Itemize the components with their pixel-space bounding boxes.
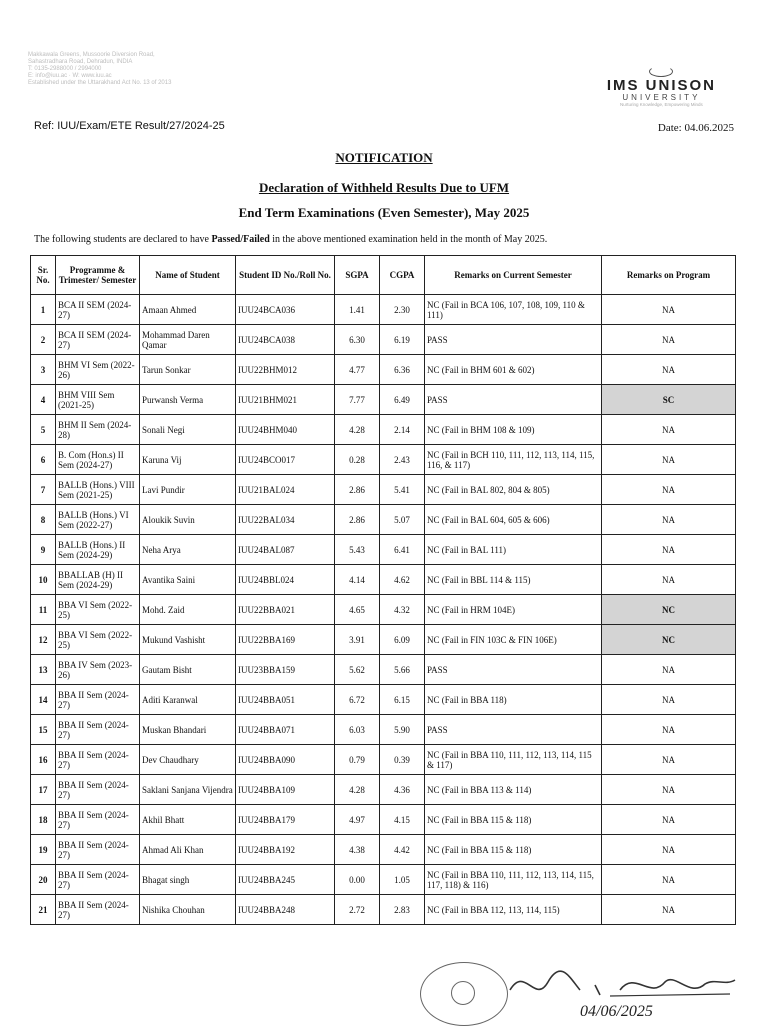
- cgpa-cell: 6.15: [380, 685, 425, 715]
- logo-tagline: Nurturing Knowledge, Empowering Minds: [620, 102, 703, 107]
- sr-number: 14: [31, 685, 56, 715]
- programme-cell: BALLB (Hons.) VIII Sem (2021-25): [56, 475, 140, 505]
- program-remarks-cell: NA: [602, 775, 736, 805]
- programme-cell: BBA II Sem (2024-27): [56, 895, 140, 925]
- table-header-row: [31, 256, 736, 295]
- programme-cell: BHM II Sem (2024-28): [56, 415, 140, 445]
- sr-number: 18: [31, 805, 56, 835]
- sr-number: 2: [31, 325, 56, 355]
- student-id-cell: IUU24BBA248: [236, 895, 335, 925]
- program-remarks-cell: NA: [602, 715, 736, 745]
- student-id-cell: IUU24BBA245: [236, 865, 335, 895]
- table-row: [31, 325, 736, 355]
- program-remarks-cell: NA: [602, 565, 736, 595]
- cgpa-cell: 4.32: [380, 595, 425, 625]
- column-header: CGPA: [380, 256, 425, 295]
- sr-number: 5: [31, 415, 56, 445]
- student-name-cell: Aloukik Suvin: [140, 505, 236, 535]
- cgpa-cell: 4.15: [380, 805, 425, 835]
- current-remarks-cell: NC (Fail in BHM 108 & 109): [425, 415, 602, 445]
- subtitle: Declaration of Withheld Results Due to UFM: [258, 180, 510, 195]
- student-id-cell: IUU24BCA038: [236, 325, 335, 355]
- programme-cell: BBA II Sem (2024-27): [56, 835, 140, 865]
- program-remarks-cell: NA: [602, 745, 736, 775]
- table-row: [31, 625, 736, 655]
- program-remarks-cell: NA: [602, 415, 736, 445]
- sgpa-cell: 4.77: [335, 355, 380, 385]
- table-row: [31, 835, 736, 865]
- student-name-cell: Purwansh Verma: [140, 385, 236, 415]
- cgpa-cell: 4.62: [380, 565, 425, 595]
- programme-cell: BALLB (Hons.) VI Sem (2022-27): [56, 505, 140, 535]
- sr-number: 8: [31, 505, 56, 535]
- sgpa-cell: 0.79: [335, 745, 380, 775]
- sr-number: 21: [31, 895, 56, 925]
- exam-title: End Term Examinations (Even Semester), May 2025: [238, 205, 530, 220]
- student-name-cell: Aditi Karanwal: [140, 685, 236, 715]
- cgpa-cell: 1.05: [380, 865, 425, 895]
- seal-emblem-icon: [451, 981, 475, 1005]
- logo-mark-icon: [649, 66, 673, 77]
- program-remarks-cell: NA: [602, 295, 736, 325]
- sgpa-cell: 4.38: [335, 835, 380, 865]
- cgpa-cell: 2.14: [380, 415, 425, 445]
- programme-cell: BBA II Sem (2024-27): [56, 745, 140, 775]
- student-name-cell: Akhil Bhatt: [140, 805, 236, 835]
- student-name-cell: Tarun Sonkar: [140, 355, 236, 385]
- table-row: [31, 415, 736, 445]
- cgpa-cell: 5.90: [380, 715, 425, 745]
- table-body: [31, 295, 736, 925]
- table-row: [31, 895, 736, 925]
- cgpa-cell: 2.83: [380, 895, 425, 925]
- page-title: NOTIFICATION: [335, 150, 433, 165]
- current-remarks-cell: NC (Fail in BCH 110, 111, 112, 113, 114, 115, 116, & 117): [425, 445, 602, 475]
- program-remarks-cell: NA: [602, 505, 736, 535]
- results-table: [30, 255, 736, 925]
- current-remarks-cell: NC (Fail in BBL 114 & 115): [425, 565, 602, 595]
- logo-name: IMS UNISON: [606, 77, 716, 94]
- program-remarks-cell: NC: [602, 595, 736, 625]
- sgpa-cell: 4.65: [335, 595, 380, 625]
- cgpa-cell: 4.42: [380, 835, 425, 865]
- student-id-cell: IUU24BAL087: [236, 535, 335, 565]
- reference-number: Ref: IUU/Exam/ETE Result/27/2024-25: [34, 120, 225, 132]
- sr-number: 7: [31, 475, 56, 505]
- cgpa-cell: 4.36: [380, 775, 425, 805]
- sr-number: 19: [31, 835, 56, 865]
- student-id-cell: IUU21BHM021: [236, 385, 335, 415]
- sr-number: 10: [31, 565, 56, 595]
- intro-before: The following students are declared to have: [34, 234, 212, 245]
- cgpa-cell: 6.09: [380, 625, 425, 655]
- sgpa-cell: 3.91: [335, 625, 380, 655]
- program-remarks-cell: NA: [602, 895, 736, 925]
- student-name-cell: Muskan Bhandari: [140, 715, 236, 745]
- sgpa-cell: 2.72: [335, 895, 380, 925]
- current-remarks-cell: NC (Fail in BBA 115 & 118): [425, 805, 602, 835]
- table-row: [31, 715, 736, 745]
- cgpa-cell: 5.66: [380, 655, 425, 685]
- sr-number: 12: [31, 625, 56, 655]
- table-row: [31, 595, 736, 625]
- table-row: [31, 805, 736, 835]
- current-remarks-cell: NC (Fail in BCA 106, 107, 108, 109, 110 & 111): [425, 295, 602, 325]
- current-remarks-cell: PASS: [425, 715, 602, 745]
- student-name-cell: Saklani Sanjana Vijendra: [140, 775, 236, 805]
- student-name-cell: Mohammad Daren Qamar: [140, 325, 236, 355]
- student-id-cell: IUU24BBA192: [236, 835, 335, 865]
- programme-cell: BBA VI Sem (2022-25): [56, 625, 140, 655]
- sgpa-cell: 6.72: [335, 685, 380, 715]
- programme-cell: BBA VI Sem (2022-25): [56, 595, 140, 625]
- student-id-cell: IUU24BBA051: [236, 685, 335, 715]
- table-row: [31, 775, 736, 805]
- student-id-cell: IUU24BBL024: [236, 565, 335, 595]
- programme-cell: BBALLAB (H) II Sem (2024-29): [56, 565, 140, 595]
- cgpa-cell: 5.41: [380, 475, 425, 505]
- current-remarks-cell: PASS: [425, 655, 602, 685]
- programme-cell: BBA II Sem (2024-27): [56, 715, 140, 745]
- current-remarks-cell: NC (Fail in BBA 110, 111, 112, 113, 114, 115 & 117): [425, 745, 602, 775]
- sr-number: 20: [31, 865, 56, 895]
- programme-cell: BBA II Sem (2024-27): [56, 775, 140, 805]
- student-name-cell: Neha Arya: [140, 535, 236, 565]
- signature: [500, 960, 740, 1020]
- current-remarks-cell: NC (Fail in BBA 115 & 118): [425, 835, 602, 865]
- cgpa-cell: 6.36: [380, 355, 425, 385]
- sr-number: 9: [31, 535, 56, 565]
- official-seal: [420, 962, 508, 1026]
- table-row: [31, 865, 736, 895]
- program-remarks-cell: SC: [602, 385, 736, 415]
- programme-cell: BALLB (Hons.) II Sem (2024-29): [56, 535, 140, 565]
- cgpa-cell: 2.43: [380, 445, 425, 475]
- program-remarks-cell: NA: [602, 865, 736, 895]
- student-name-cell: Amaan Ahmed: [140, 295, 236, 325]
- sgpa-cell: 6.03: [335, 715, 380, 745]
- table-row: [31, 565, 736, 595]
- sgpa-cell: 7.77: [335, 385, 380, 415]
- student-id-cell: IUU24BBA109: [236, 775, 335, 805]
- student-name-cell: Avantika Saini: [140, 565, 236, 595]
- student-name-cell: Lavi Pundir: [140, 475, 236, 505]
- current-remarks-cell: NC (Fail in BBA 110, 111, 112, 113, 114, 115, 117, 118) & 116): [425, 865, 602, 895]
- intro-after: in the above mentioned examination held in the month of May 2025.: [269, 234, 548, 245]
- cgpa-cell: 6.41: [380, 535, 425, 565]
- table-row: [31, 295, 736, 325]
- sr-number: 1: [31, 295, 56, 325]
- cgpa-cell: 5.07: [380, 505, 425, 535]
- table-row: [31, 745, 736, 775]
- student-id-cell: IUU22BBA169: [236, 625, 335, 655]
- program-remarks-cell: NC: [602, 625, 736, 655]
- program-remarks-cell: NA: [602, 325, 736, 355]
- student-id-cell: IUU24BBA090: [236, 745, 335, 775]
- address-line: Established under the Uttarakhand Act No. 13 of 2013: [28, 80, 172, 86]
- current-remarks-cell: NC (Fail in BAL 111): [425, 535, 602, 565]
- student-name-cell: Bhagat singh: [140, 865, 236, 895]
- current-remarks-cell: NC (Fail in BBA 118): [425, 685, 602, 715]
- student-id-cell: IUU24BBA071: [236, 715, 335, 745]
- programme-cell: BCA II SEM (2024-27): [56, 325, 140, 355]
- current-remarks-cell: NC (Fail in BHM 601 & 602): [425, 355, 602, 385]
- table-row: [31, 355, 736, 385]
- current-remarks-cell: NC (Fail in FIN 103C & FIN 106E): [425, 625, 602, 655]
- programme-cell: BHM VI Sem (2022-26): [56, 355, 140, 385]
- program-remarks-cell: NA: [602, 835, 736, 865]
- cgpa-cell: 2.30: [380, 295, 425, 325]
- table-row: [31, 685, 736, 715]
- cgpa-cell: 6.19: [380, 325, 425, 355]
- sgpa-cell: 4.28: [335, 415, 380, 445]
- program-remarks-cell: NA: [602, 475, 736, 505]
- student-id-cell: IUU22BHM012: [236, 355, 335, 385]
- program-remarks-cell: NA: [602, 445, 736, 475]
- sgpa-cell: 0.28: [335, 445, 380, 475]
- sgpa-cell: 4.97: [335, 805, 380, 835]
- student-id-cell: IUU23BBA159: [236, 655, 335, 685]
- student-name-cell: Sonali Negi: [140, 415, 236, 445]
- current-remarks-cell: PASS: [425, 325, 602, 355]
- programme-cell: BBA II Sem (2024-27): [56, 805, 140, 835]
- current-remarks-cell: PASS: [425, 385, 602, 415]
- notification-date: Date: 04.06.2025: [657, 122, 734, 134]
- programme-cell: BCA II SEM (2024-27): [56, 295, 140, 325]
- table-row: [31, 655, 736, 685]
- programme-cell: BBA II Sem (2024-27): [56, 685, 140, 715]
- student-name-cell: Ahmad Ali Khan: [140, 835, 236, 865]
- table-row: [31, 535, 736, 565]
- program-remarks-cell: NA: [602, 355, 736, 385]
- column-header: Programme & Trimester/ Semester: [56, 256, 140, 295]
- current-remarks-cell: NC (Fail in BAL 604, 605 & 606): [425, 505, 602, 535]
- logo-subname: UNIVERSITY: [622, 93, 701, 102]
- current-remarks-cell: NC (Fail in BBA 112, 113, 114, 115): [425, 895, 602, 925]
- sr-number: 4: [31, 385, 56, 415]
- sgpa-cell: 5.62: [335, 655, 380, 685]
- student-name-cell: Mohd. Zaid: [140, 595, 236, 625]
- column-header: Remarks on Current Semester: [425, 256, 602, 295]
- student-id-cell: IUU21BAL024: [236, 475, 335, 505]
- sr-number: 15: [31, 715, 56, 745]
- address-line: T: 0135-2988000 / 2994000: [28, 66, 102, 72]
- address-line: Makkawala Greens, Mussoorie Diversion Road,: [28, 52, 155, 58]
- current-remarks-cell: NC (Fail in BAL 802, 804 & 805): [425, 475, 602, 505]
- sgpa-cell: 0.00: [335, 865, 380, 895]
- student-id-cell: IUU24BBA179: [236, 805, 335, 835]
- cgpa-cell: 6.49: [380, 385, 425, 415]
- programme-cell: BBA II Sem (2024-27): [56, 865, 140, 895]
- sgpa-cell: 4.14: [335, 565, 380, 595]
- student-id-cell: IUU22BAL034: [236, 505, 335, 535]
- cgpa-cell: 0.39: [380, 745, 425, 775]
- column-header: Remarks on Program: [602, 256, 736, 295]
- sr-number: 16: [31, 745, 56, 775]
- student-name-cell: Dev Chaudhary: [140, 745, 236, 775]
- sr-number: 3: [31, 355, 56, 385]
- student-name-cell: Nishika Chouhan: [140, 895, 236, 925]
- programme-cell: B. Com (Hon.s) II Sem (2024-27): [56, 445, 140, 475]
- intro-text: [34, 234, 547, 245]
- student-name-cell: Mukund Vashisht: [140, 625, 236, 655]
- sr-number: 11: [31, 595, 56, 625]
- sgpa-cell: 4.28: [335, 775, 380, 805]
- column-header: Sr. No.: [31, 256, 56, 295]
- program-remarks-cell: NA: [602, 805, 736, 835]
- student-name-cell: Karuna Vij: [140, 445, 236, 475]
- student-id-cell: IUU24BCO017: [236, 445, 335, 475]
- column-header: SGPA: [335, 256, 380, 295]
- sgpa-cell: 6.30: [335, 325, 380, 355]
- current-remarks-cell: NC (Fail in HRM 104E): [425, 595, 602, 625]
- sr-number: 6: [31, 445, 56, 475]
- table-row: [31, 385, 736, 415]
- student-id-cell: IUU22BBA021: [236, 595, 335, 625]
- signature-date: 04/06/2025: [580, 1003, 653, 1020]
- column-header: Name of Student: [140, 256, 236, 295]
- table-row: [31, 505, 736, 535]
- table-row: [31, 475, 736, 505]
- programme-cell: BHM VIII Sem (2021-25): [56, 385, 140, 415]
- intro-bold: Passed/Failed: [211, 234, 270, 245]
- column-header: Student ID No./Roll No.: [236, 256, 335, 295]
- student-name-cell: Gautam Bisht: [140, 655, 236, 685]
- sr-number: 17: [31, 775, 56, 805]
- sgpa-cell: 5.43: [335, 535, 380, 565]
- student-id-cell: IUU24BCA036: [236, 295, 335, 325]
- sgpa-cell: 2.86: [335, 505, 380, 535]
- student-id-cell: IUU24BHM040: [236, 415, 335, 445]
- university-address: [28, 52, 268, 87]
- table-row: [31, 445, 736, 475]
- program-remarks-cell: NA: [602, 685, 736, 715]
- program-remarks-cell: NA: [602, 535, 736, 565]
- sgpa-cell: 1.41: [335, 295, 380, 325]
- address-line: Sahastradhara Road, Dehradun, INDIA: [28, 59, 133, 65]
- university-logo: [607, 66, 716, 108]
- sgpa-cell: 2.86: [335, 475, 380, 505]
- current-remarks-cell: NC (Fail in BBA 113 & 114): [425, 775, 602, 805]
- program-remarks-cell: NA: [602, 655, 736, 685]
- programme-cell: BBA IV Sem (2023-26): [56, 655, 140, 685]
- address-line: E: info@iuu.ac · W: www.iuu.ac: [28, 73, 112, 79]
- sr-number: 13: [31, 655, 56, 685]
